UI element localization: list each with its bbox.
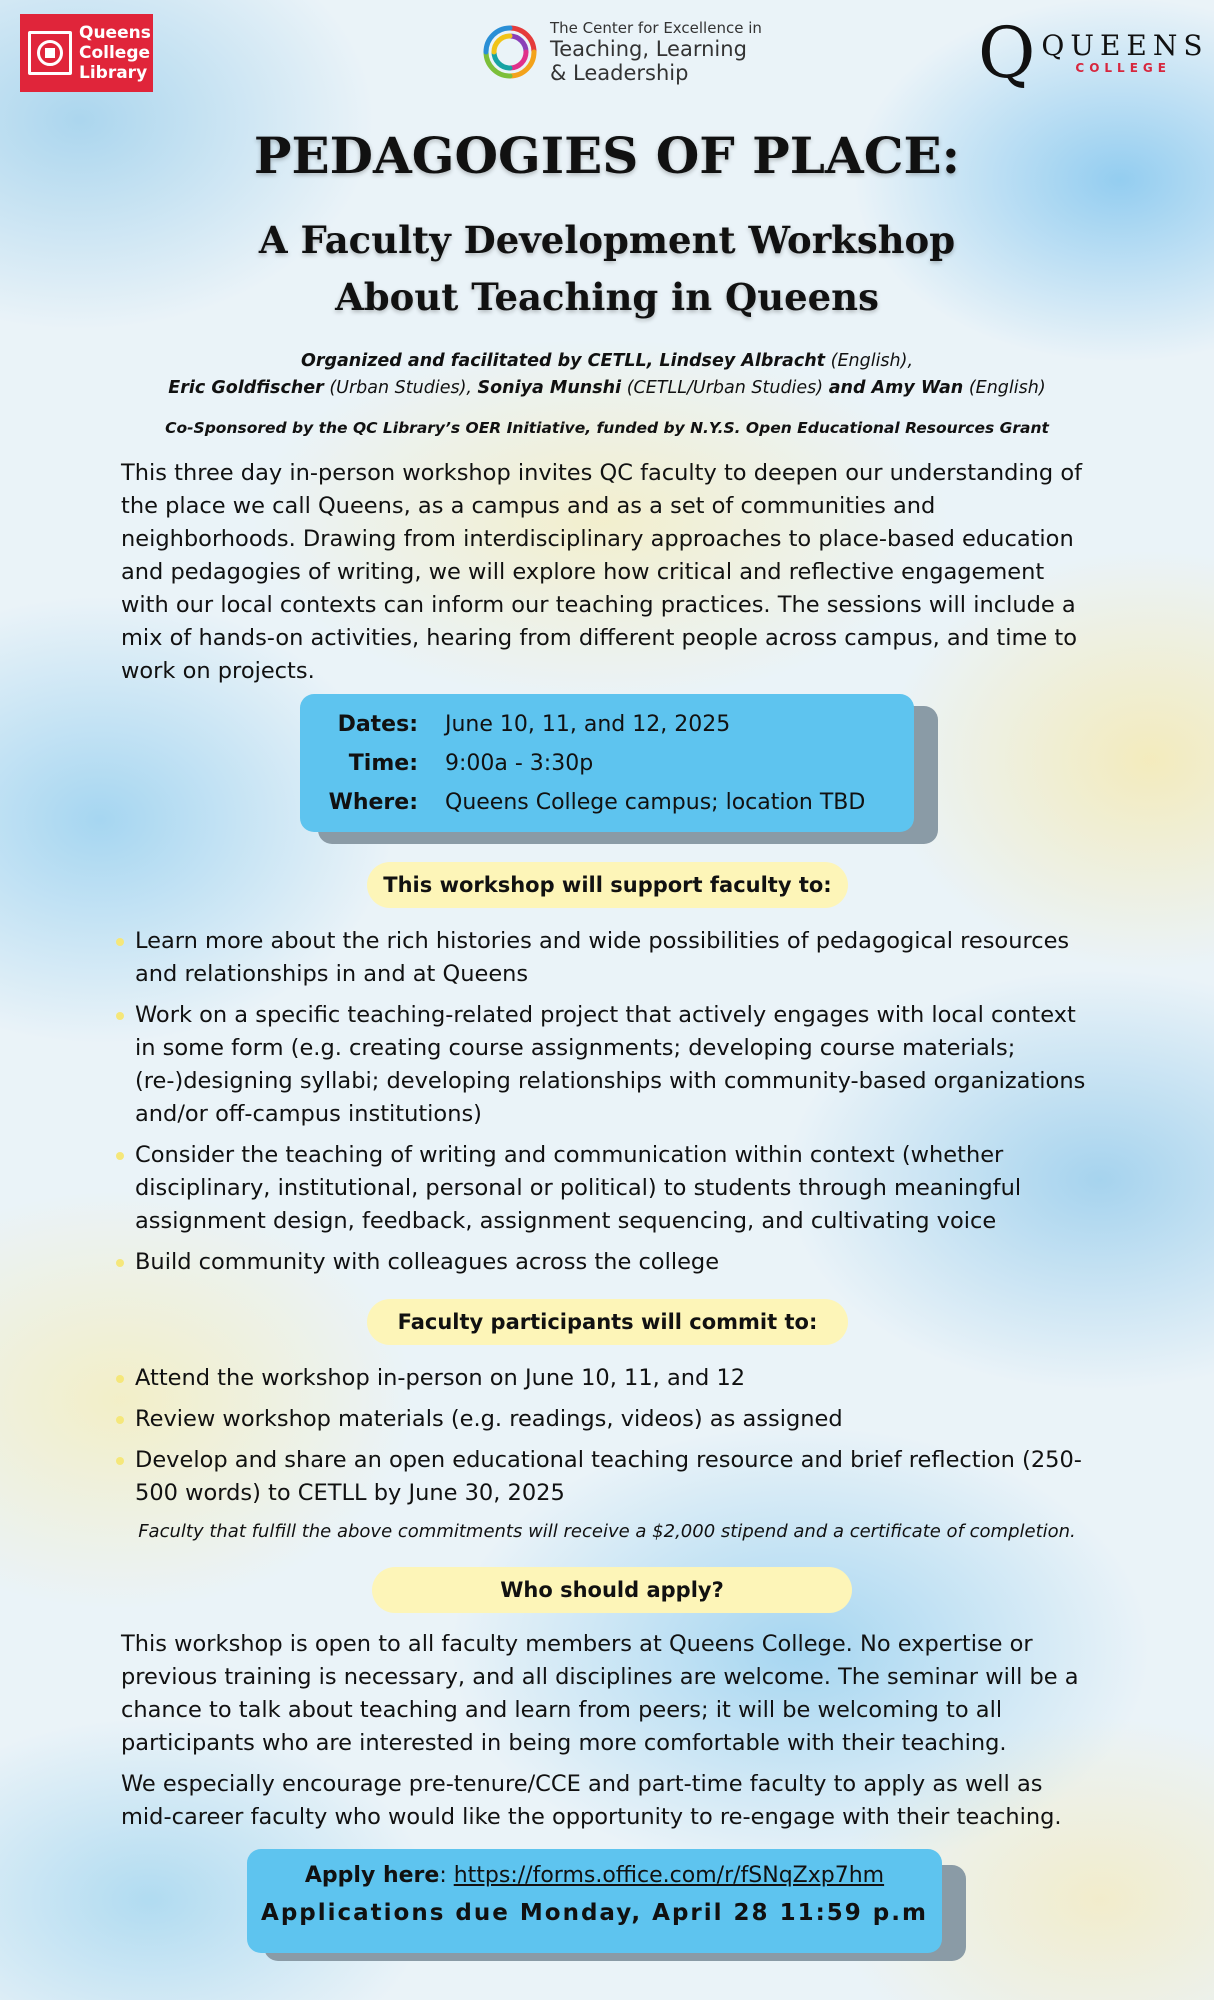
cosponsor-note: Co-Sponsored by the QC Library’s OER Initiative, funded by N.Y.S. Open Educational Resources Grant <box>165 419 1049 437</box>
encourage-paragraph: We especially encourage pre-tenure/CCE and part-time faculty to apply as well as mid-career faculty who would like the opportunity to re-engage with their teaching. <box>121 1771 1062 1830</box>
stipend-note: Faculty that fulfill the above commitments will receive a $2,000 stipend and a certificate of completion. <box>138 1521 1076 1542</box>
organizer-name: and Amy Wan <box>828 378 964 398</box>
subtitle-line: A Faculty Development Workshop <box>258 218 956 262</box>
info-value: 9:00a - 3:30p <box>445 751 594 776</box>
info-label: Where: <box>328 790 418 815</box>
cetll-logo-line2: & Leadership <box>550 61 689 85</box>
list-item: Work on a specific teaching-related project that actively engages with local context in some form (e.g. creating course assignments; developing course materials; (re-)designing syllabi; developing relationships with community-based organizations and/or off-campus institutions) <box>116 999 1096 1131</box>
commit-list <box>116 1362 1096 1518</box>
info-value: Queens College campus; location TBD <box>445 790 866 815</box>
list-item: Develop and share an open educational teaching resource and brief reflection (250-500 words) to CETLL by June 30, 2025 <box>116 1444 1096 1510</box>
info-label: Time: <box>348 751 418 776</box>
swirl-icon <box>476 18 544 86</box>
apply-link[interactable]: https://forms.office.com/r/fSNqZxp7hm <box>453 1863 885 1888</box>
apply-separator: : <box>439 1863 454 1888</box>
qc-name: QUEENS <box>1041 29 1209 62</box>
queens-college-library-logo <box>20 14 153 92</box>
organizer-dept: (CETLL/Urban Studies) <box>621 378 829 398</box>
library-logo-line: College <box>79 43 151 63</box>
qc-letter: Q <box>978 12 1036 94</box>
intro-paragraph: This three day in-person workshop invites QC faculty to deepen our understanding of the place we call Queens, as a campus and as a set of communities and neighborhoods. Drawing from interdisciplinary approaches to place-based education and pedagogies of writing, we will explore how critical and reflective engagement with our local contexts can inform our teaching practices. The sessions will include a mix of hands-on activities, hearing from different people across campus, and time to work on projects. <box>121 460 1083 684</box>
organizer-dept: (English) <box>963 378 1046 398</box>
info-row-dates <box>300 712 914 737</box>
info-label: Dates: <box>337 712 418 737</box>
who-paragraph: This workshop is open to all faculty members at Queens College. No expertise or previous training is necessary, and all disciplines are welcome. The seminar will be a chance to talk about teaching and learn from peers; it will be welcoming to all participants who are interested in being more comfortable with their teaching. <box>121 1631 1079 1756</box>
list-item: Build community with colleagues across the college <box>116 1246 1096 1279</box>
info-row-where <box>300 790 914 815</box>
organizer-prefix: Organized and facilitated by CETLL, Lindsey Albracht <box>300 351 826 371</box>
organizer-dept: (Urban Studies), <box>323 378 478 398</box>
list-item: Attend the workshop in-person on June 10, 11, and 12 <box>116 1362 1096 1395</box>
info-value: June 10, 11, and 12, 2025 <box>445 712 731 737</box>
queens-college-logo <box>978 12 1209 94</box>
cetll-logo-small: The Center for Excellence in <box>550 19 762 37</box>
cetll-logo <box>476 18 762 86</box>
library-logo-line: Library <box>79 63 148 83</box>
page-subtitle <box>0 212 1214 326</box>
info-box <box>300 694 914 832</box>
page-title: PEDAGOGIES OF PLACE: <box>253 126 961 185</box>
organizers <box>60 348 1154 402</box>
deadline: Applications due Monday, April 28 11:59 p.m <box>261 1900 928 1926</box>
qc-sub: COLLEGE <box>1075 61 1171 75</box>
cetll-logo-line1: Teaching, Learning <box>550 37 747 61</box>
organizer-name: Soniya Munshi <box>477 378 622 398</box>
info-row-time <box>300 751 914 776</box>
apply-box <box>247 1849 942 1953</box>
organizer-dept: (English), <box>825 351 914 371</box>
subtitle-line: About Teaching in Queens <box>335 275 879 319</box>
list-item: Consider the teaching of writing and communication within context (whether disciplinary, institutional, personal or political) to students through meaningful assignment design, feedback, assignment sequencing, and cultivating voice <box>116 1139 1096 1238</box>
list-item: Review workshop materials (e.g. readings, videos) as assigned <box>116 1403 1096 1436</box>
support-heading: This workshop will support faculty to: <box>367 862 848 908</box>
library-logo-line: Queens <box>79 23 151 43</box>
support-list <box>116 925 1096 1287</box>
organizer-name: Eric Goldfischer <box>168 378 324 398</box>
commit-heading: Faculty participants will commit to: <box>367 1299 848 1345</box>
apply-label: Apply here <box>304 1863 440 1888</box>
library-logo-icon <box>28 31 72 75</box>
who-heading: Who should apply? <box>372 1567 852 1613</box>
list-item: Learn more about the rich histories and wide possibilities of pedagogical resources and relationships in and at Queens <box>116 925 1096 991</box>
